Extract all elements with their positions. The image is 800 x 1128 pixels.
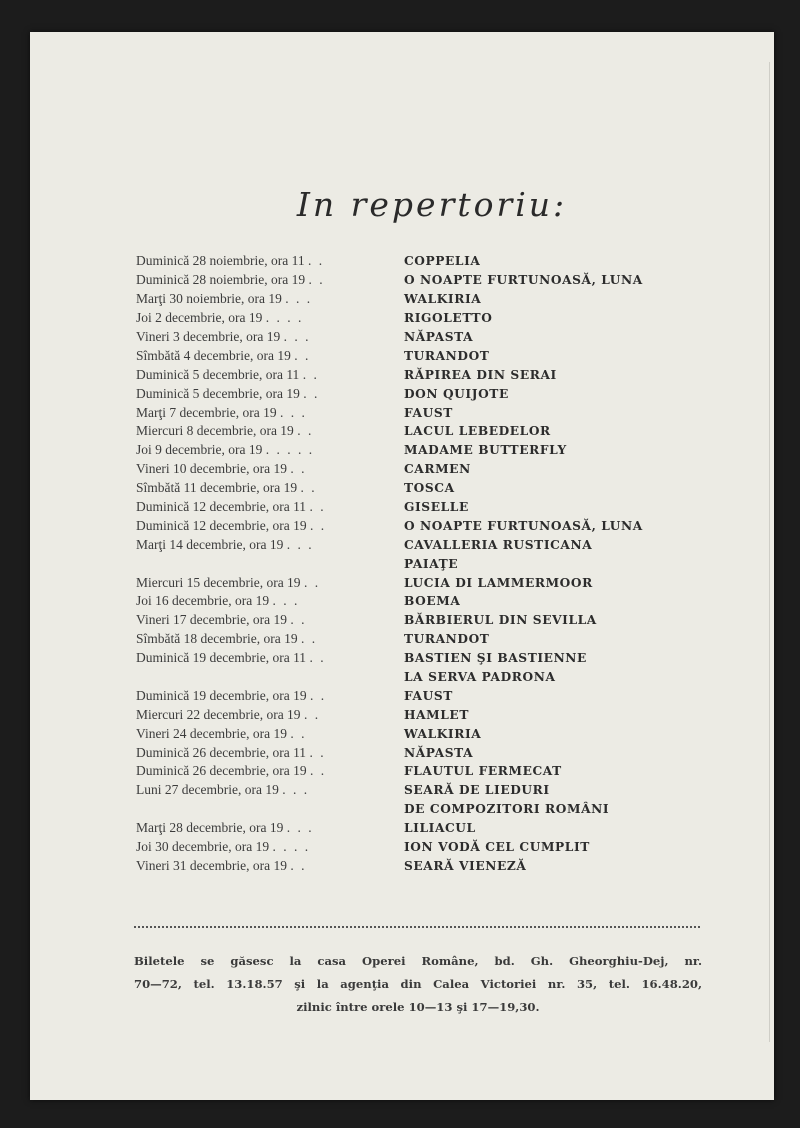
performance-date	[136, 745, 404, 761]
page-title: In repertoriu:	[296, 185, 568, 224]
performance-date-text: Sîmbătă 18 decembrie, ora 19	[136, 631, 298, 647]
performance-date-text: Duminică 19 decembrie, ora 19	[136, 687, 307, 703]
performance-date-text: Joi 9 decembrie, ora 19	[136, 442, 263, 458]
performance-title: ION VODĂ CEL CUMPLIT	[404, 840, 590, 855]
schedule-row	[136, 781, 756, 800]
leader-dots: . .	[294, 347, 311, 363]
performance-date	[136, 537, 404, 553]
leader-dots: . .	[303, 706, 321, 722]
leader-dots: . . .	[283, 329, 311, 344]
leader-dots: . . .	[282, 782, 310, 798]
performance-date-text: Miercuri 15 decembrie, ora 19	[136, 574, 301, 590]
performance-date	[136, 612, 404, 628]
performance-date	[136, 253, 404, 269]
performance-title: PAIAŢE	[404, 556, 459, 571]
leader-dots: . .	[303, 574, 321, 590]
schedule-row	[136, 384, 756, 403]
leader-dots: . .	[309, 687, 327, 703]
schedule-row	[136, 838, 756, 857]
leader-dots: . .	[302, 366, 319, 382]
schedule-row	[136, 762, 756, 781]
performance-title: COPPELIA	[404, 254, 481, 269]
leader-dots: . .	[308, 272, 325, 288]
schedule-row	[136, 441, 756, 460]
leader-dots: . .	[297, 423, 314, 439]
performance-title: CAVALLERIA RUSTICANA	[404, 537, 593, 552]
performance-date-text: Duminică 5 decembrie, ora 11	[136, 366, 300, 382]
performance-title: TURANDOT	[404, 632, 490, 647]
leader-dots: . .	[309, 744, 326, 760]
performance-date	[136, 575, 404, 591]
performance-date	[136, 310, 404, 326]
schedule-row	[136, 516, 756, 535]
performance-date	[136, 461, 404, 477]
leader-dots: . . .	[279, 404, 307, 420]
performance-schedule	[136, 252, 756, 875]
performance-date-text: Joi 30 decembrie, ora 19	[136, 839, 270, 855]
performance-date-text: Duminică 26 decembrie, ora 19	[136, 763, 307, 779]
schedule-row	[136, 403, 756, 422]
leader-dots: . .	[300, 480, 317, 496]
performance-date-text: Vineri 3 decembrie, ora 19	[136, 329, 281, 344]
schedule-row	[136, 573, 756, 592]
performance-title: NĂPASTA	[404, 745, 474, 760]
ticket-info-line: zilnic între orele 10—13 şi 17—19,30.	[296, 1000, 540, 1014]
leader-dots: . .	[309, 499, 326, 515]
leader-dots: . . .	[272, 593, 300, 609]
leader-dots: . . .	[286, 536, 314, 552]
performance-date-text: Duminică 12 decembrie, ora 19	[136, 517, 307, 533]
performance-date	[136, 442, 404, 458]
schedule-row	[136, 724, 756, 743]
performance-date	[136, 726, 404, 742]
performance-date-text: Vineri 31 decembrie, ora 19	[136, 857, 288, 873]
leader-dots: . . .	[285, 291, 313, 307]
leader-dots: . .	[300, 631, 318, 647]
leader-dots: . . . .	[265, 310, 304, 326]
schedule-row	[136, 365, 756, 384]
schedule-row	[136, 743, 756, 762]
performance-date	[136, 348, 404, 364]
performance-title: BASTIEN ŞI BASTIENNE	[404, 651, 587, 666]
performance-date	[136, 329, 404, 345]
performance-title: RIGOLETTO	[404, 311, 493, 326]
performance-title: DE COMPOZITORI ROMÂNI	[404, 802, 610, 817]
schedule-row	[136, 309, 756, 328]
performance-title: TURANDOT	[404, 348, 490, 363]
leader-dots: . .	[290, 461, 307, 477]
schedule-row	[136, 460, 756, 479]
leader-dots: . .	[303, 385, 320, 401]
performance-title: FAUST	[404, 405, 453, 420]
leader-dots: . .	[309, 650, 326, 666]
ticket-info	[134, 950, 702, 1019]
performance-title: LILIACUL	[404, 821, 476, 836]
performance-title: WALKIRIA	[404, 726, 482, 741]
schedule-row	[136, 668, 756, 687]
schedule-row	[136, 649, 756, 668]
leader-dots: . .	[309, 763, 327, 779]
schedule-row	[136, 290, 756, 309]
performance-title: MADAME BUTTERFLY	[404, 443, 567, 458]
performance-date-text: Miercuri 8 decembrie, ora 19	[136, 423, 294, 439]
performance-date	[136, 688, 404, 704]
performance-date-text: Duminică 26 decembrie, ora 11	[136, 744, 307, 760]
performance-title: O NOAPTE FURTUNOASĂ, LUNA	[404, 273, 643, 288]
performance-date-text: Duminică 12 decembrie, ora 11	[136, 499, 307, 515]
performance-date-text: Duminică 28 noiembrie, ora 19	[136, 272, 306, 288]
schedule-row	[136, 857, 756, 876]
schedule-row	[136, 800, 756, 819]
performance-title: DON QUIJOTE	[404, 386, 509, 401]
performance-title: O NOAPTE FURTUNOASĂ, LUNA	[404, 518, 643, 533]
leader-dots: . . . . .	[265, 442, 315, 458]
performance-date	[136, 367, 404, 383]
leader-dots: . .	[307, 253, 325, 269]
leader-dots: . . .	[286, 820, 314, 836]
performance-date	[136, 423, 404, 439]
schedule-row	[136, 252, 756, 271]
performance-date	[136, 291, 404, 307]
performance-date-text: Vineri 10 decembrie, ora 19	[136, 461, 288, 477]
schedule-row	[136, 554, 756, 573]
performance-title: NĂPASTA	[404, 330, 474, 344]
leader-dots: . .	[309, 517, 327, 533]
performance-date-text: Marţi 7 decembrie, ora 19	[136, 404, 277, 420]
schedule-row	[136, 422, 756, 441]
performance-date	[136, 593, 404, 609]
performance-title: RĂPIREA DIN SERAI	[404, 367, 557, 382]
schedule-row	[136, 705, 756, 724]
schedule-row	[136, 592, 756, 611]
leader-dots: . .	[290, 857, 307, 873]
performance-date	[136, 405, 404, 421]
performance-title: LUCIA DI LAMMERMOOR	[404, 575, 593, 590]
dotted-divider	[134, 926, 700, 928]
performance-date	[136, 518, 404, 534]
performance-date-text: Marţi 30 noiembrie, ora 19	[136, 291, 282, 307]
performance-date-text: Duminică 19 decembrie, ora 11	[136, 650, 307, 666]
performance-title: LACUL LEBEDELOR	[404, 424, 551, 439]
performance-date	[136, 480, 404, 496]
schedule-row	[136, 346, 756, 365]
performance-title: CARMEN	[404, 462, 471, 477]
performance-title: FAUST	[404, 688, 453, 703]
performance-date	[136, 272, 404, 288]
performance-date	[136, 839, 404, 855]
performance-title: SEARĂ VIENEZĂ	[404, 858, 527, 873]
performance-date-text: Sîmbătă 4 decembrie, ora 19	[136, 347, 291, 363]
performance-date-text: Vineri 17 decembrie, ora 19	[136, 612, 288, 628]
schedule-row	[136, 686, 756, 705]
schedule-row	[136, 611, 756, 630]
performance-date-text: Vineri 24 decembrie, ora 19	[136, 725, 288, 741]
performance-date	[136, 707, 404, 723]
performance-date	[136, 820, 404, 836]
performance-date	[136, 858, 404, 874]
performance-title: LA SERVA PADRONA	[404, 670, 556, 685]
performance-title: TOSCA	[404, 481, 455, 496]
ticket-info-line: Biletele se găsesc la casa Operei Române, bd. Gh. Gheorghiu-Dej, nr.	[134, 954, 702, 968]
leader-dots: . . . .	[272, 839, 311, 855]
performance-title: WALKIRIA	[404, 292, 482, 307]
leader-dots: . .	[290, 612, 307, 628]
performance-date-text: Joi 16 decembrie, ora 19	[136, 593, 270, 609]
schedule-row	[136, 328, 756, 347]
performance-date	[136, 782, 404, 798]
performance-date-text: Joi 2 decembrie, ora 19	[136, 310, 263, 326]
performance-date-text: Duminică 5 decembrie, ora 19	[136, 385, 300, 401]
performance-date-text: Sîmbătă 11 decembrie, ora 19	[136, 480, 298, 496]
performance-date-text: Luni 27 decembrie, ora 19	[136, 782, 279, 798]
performance-title: HAMLET	[404, 707, 469, 722]
performance-date	[136, 499, 404, 515]
performance-date	[136, 650, 404, 666]
program-page	[30, 32, 774, 1100]
schedule-row	[136, 498, 756, 517]
performance-date-text: Marţi 28 decembrie, ora 19	[136, 820, 284, 836]
performance-date-text: Duminică 28 noiembrie, ora 11	[136, 253, 305, 269]
performance-title: SEARĂ DE LIEDURI	[404, 783, 550, 798]
performance-title: BOEMA	[404, 594, 461, 609]
schedule-row	[136, 535, 756, 554]
performance-title: FLAUTUL FERMECAT	[404, 764, 562, 779]
performance-title: GISELLE	[404, 500, 469, 515]
schedule-row	[136, 819, 756, 838]
schedule-row	[136, 479, 756, 498]
schedule-row	[136, 271, 756, 290]
performance-date-text: Marţi 14 decembrie, ora 19	[136, 536, 284, 552]
schedule-row	[136, 630, 756, 649]
performance-date	[136, 386, 404, 402]
performance-date	[136, 763, 404, 779]
performance-title: BĂRBIERUL DIN SEVILLA	[404, 613, 597, 628]
performance-date	[136, 631, 404, 647]
ticket-info-line: 70—72, tel. 13.18.57 şi la agenţia din Calea Victoriei nr. 35, tel. 16.48.20,	[134, 977, 702, 991]
leader-dots: . .	[290, 725, 307, 741]
performance-date-text: Miercuri 22 decembrie, ora 19	[136, 706, 301, 722]
